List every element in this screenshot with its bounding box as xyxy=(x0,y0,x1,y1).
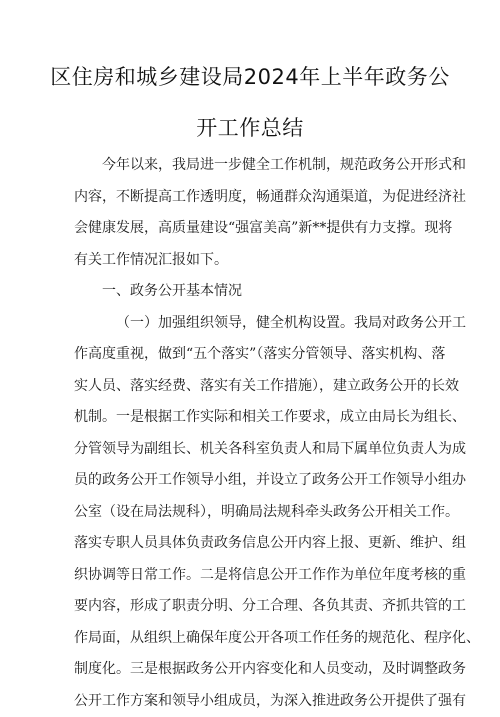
paragraph-line: 公室（设在局法规科），明确局法规科牵头政务公开相关工作。 xyxy=(74,497,434,529)
paragraph-line: 落实专职人员具体负责政务信息公开内容上报、更新、维护、组 xyxy=(74,528,434,560)
paragraph-line: 会健康发展，高质量建设“强富美高”新**提供有力支撑。现将 xyxy=(74,213,434,245)
paragraph-line: 作局面，从组织上确保年度公开各项工作任务的规范化、程序化、 xyxy=(74,623,434,655)
paragraph-line: 分管领导为副组长、机关各科室负责人和局下属单位负责人为成 xyxy=(74,434,434,466)
paragraph-line: 有关工作情况汇报如下。 xyxy=(74,245,434,277)
paragraph-line: 今年以来，我局进一步健全工作机制，规范政务公开形式和 xyxy=(74,150,434,182)
paragraph-line: 要内容，形成了职责分明、分工合理、各负其责、齐抓共管的工 xyxy=(74,591,434,623)
section-heading: 一、政务公开基本情况 xyxy=(74,276,434,308)
document-title-line-2: 开工作总结 xyxy=(0,112,500,142)
paragraph-line: 制度化。三是根据政务公开内容变化和人员变动，及时调整政务 xyxy=(74,654,434,686)
paragraph-line: 实人员、落实经费、落实有关工作措施），建立政务公开的长效 xyxy=(74,371,434,403)
paragraph-line: （一）加强组织领导，健全机构设置。我局对政务公开工 xyxy=(74,308,434,340)
document-body xyxy=(74,150,434,717)
paragraph-line: 内容，不断提高工作透明度，畅通群众沟通渠道，为促进经济社 xyxy=(74,182,434,214)
paragraph-line: 织协调等日常工作。二是将信息公开工作作为单位年度考核的重 xyxy=(74,560,434,592)
paragraph-line: 作高度重视，做到“五个落实”（落实分管领导、落实机构、落 xyxy=(74,339,434,371)
paragraph-line: 员的政务公开工作领导小组，并设立了政务公开工作领导小组办 xyxy=(74,465,434,497)
document-title-line-1: 区住房和城乡建设局2024年上半年政务公 xyxy=(0,61,500,91)
paragraph-line: 机制。一是根据工作实际和相关工作要求，成立由局长为组长、 xyxy=(74,402,434,434)
paragraph-line: 公开工作方案和领导小组成员，为深入推进政务公开提供了强有 xyxy=(74,686,434,717)
